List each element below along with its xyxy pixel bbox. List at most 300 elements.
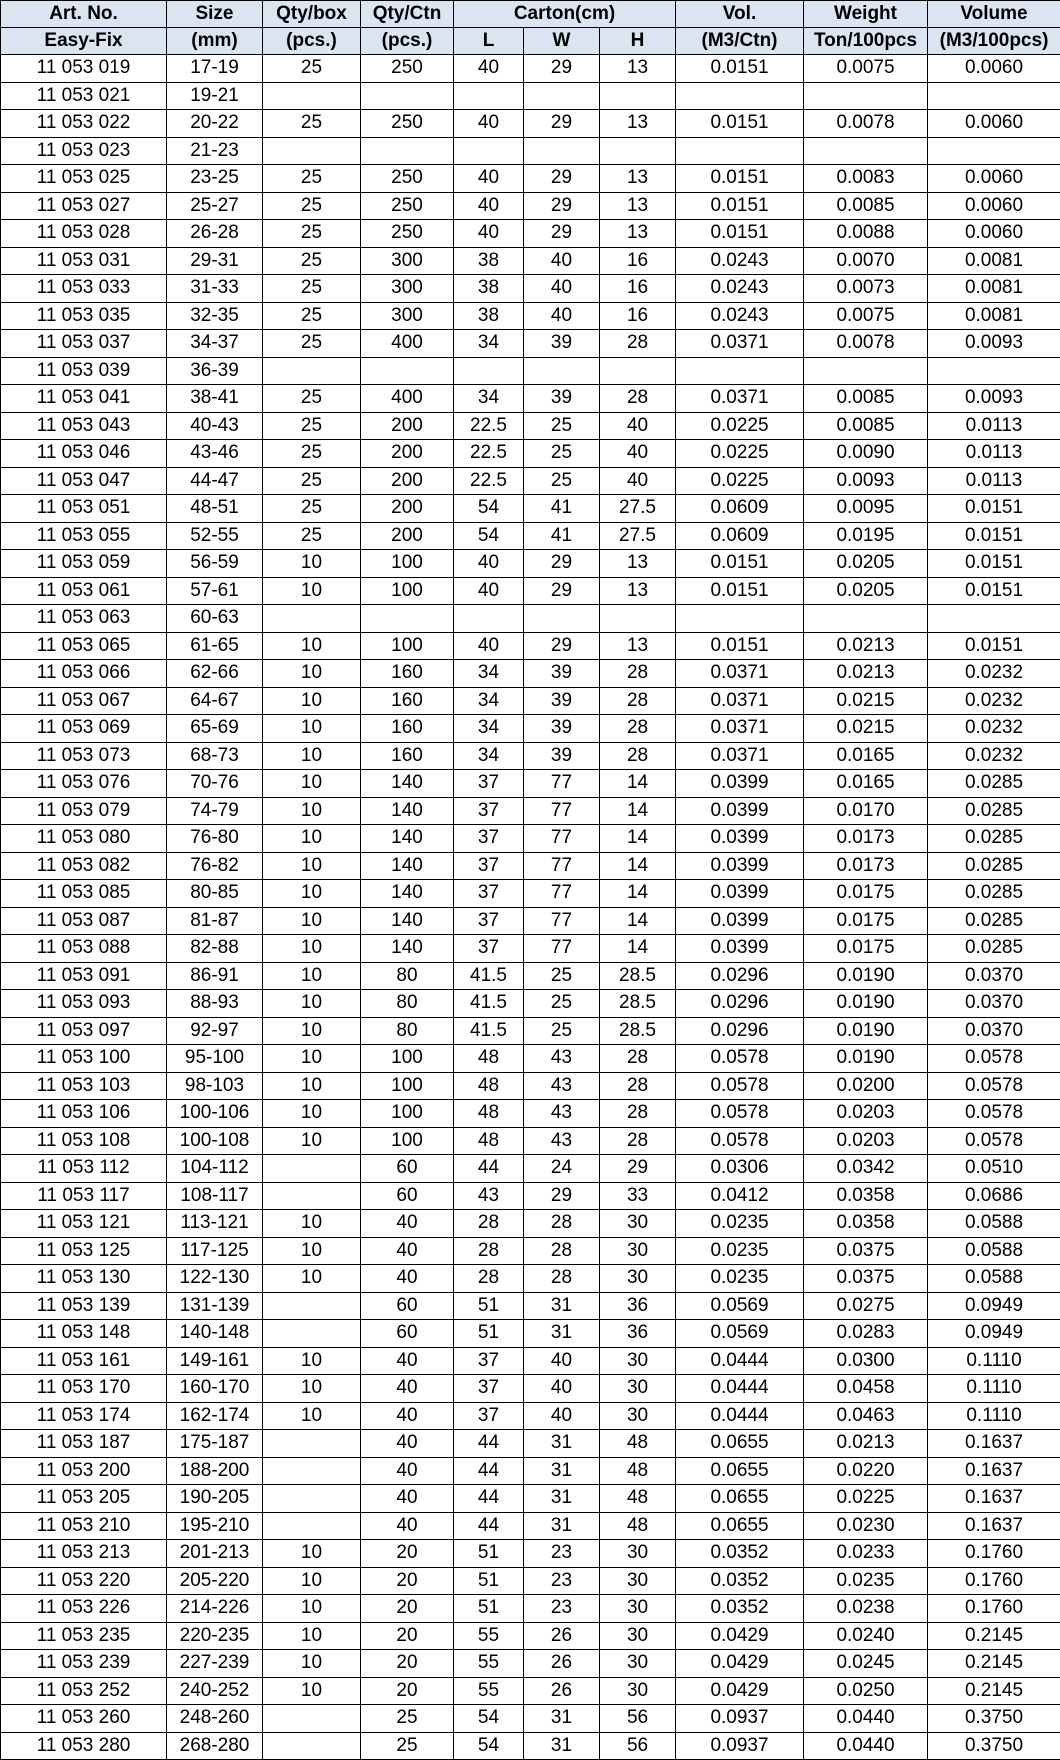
cell-art-no: 11 053 210: [1, 1512, 167, 1540]
cell-carton-w: 77: [524, 770, 600, 798]
cell-size: 44-47: [167, 467, 263, 495]
table-row: [1, 1512, 1060, 1540]
cell-size: 36-39: [167, 357, 263, 385]
cell-volume: 0.0081: [928, 275, 1060, 303]
cell-art-no: 11 053 139: [1, 1292, 167, 1320]
cell-carton-h: 28: [600, 330, 676, 358]
cell-size: 248-260: [167, 1705, 263, 1733]
cell-size: 100-106: [167, 1100, 263, 1128]
cell-size: 104-112: [167, 1155, 263, 1183]
cell-carton-l: 22.5: [454, 440, 524, 468]
cell-vol: 0.0399: [676, 907, 804, 935]
table-row: [1, 1540, 1060, 1568]
cell-art-no: 11 053 106: [1, 1100, 167, 1128]
cell-carton-l: 28: [454, 1237, 524, 1265]
header-carton-h: H: [600, 28, 676, 55]
cell-size: 140-148: [167, 1320, 263, 1348]
cell-weight: 0.0342: [804, 1155, 928, 1183]
cell-carton-h: 14: [600, 797, 676, 825]
cell-carton-h: 28: [600, 385, 676, 413]
table-row: [1, 1100, 1060, 1128]
cell-vol: [676, 357, 804, 385]
cell-vol: 0.0243: [676, 247, 804, 275]
cell-qty-ctn: 140: [361, 825, 454, 853]
cell-weight: 0.0085: [804, 192, 928, 220]
cell-carton-h: 30: [600, 1210, 676, 1238]
cell-carton-l: 48: [454, 1045, 524, 1073]
cell-art-no: 11 053 213: [1, 1540, 167, 1568]
cell-weight: 0.0225: [804, 1485, 928, 1513]
cell-carton-h: 14: [600, 825, 676, 853]
cell-qty-box: [263, 1732, 361, 1760]
cell-size: 175-187: [167, 1430, 263, 1458]
cell-carton-w: 39: [524, 660, 600, 688]
cell-carton-h: 48: [600, 1485, 676, 1513]
cell-carton-l: 44: [454, 1155, 524, 1183]
cell-qty-box: 10: [263, 1100, 361, 1128]
cell-size: 26-28: [167, 220, 263, 248]
cell-vol: 0.0352: [676, 1567, 804, 1595]
table-row: [1, 1237, 1060, 1265]
cell-art-no: 11 053 148: [1, 1320, 167, 1348]
table-row: [1, 1265, 1060, 1293]
cell-carton-l: 37: [454, 935, 524, 963]
cell-weight: 0.0165: [804, 742, 928, 770]
cell-carton-h: 16: [600, 302, 676, 330]
cell-carton-w: [524, 137, 600, 165]
cell-carton-l: 55: [454, 1622, 524, 1650]
cell-vol: 0.0371: [676, 742, 804, 770]
cell-vol: 0.0151: [676, 55, 804, 83]
table-row: [1, 1485, 1060, 1513]
cell-carton-l: 40: [454, 165, 524, 193]
header-row-1: [1, 1, 1060, 28]
cell-volume: [928, 137, 1060, 165]
table-row: [1, 302, 1060, 330]
cell-qty-box: 25: [263, 110, 361, 138]
header-qty-ctn: Qty/Ctn: [361, 1, 454, 28]
cell-carton-l: 22.5: [454, 467, 524, 495]
cell-qty-box: 10: [263, 962, 361, 990]
cell-qty-box: 10: [263, 577, 361, 605]
cell-volume: 0.0285: [928, 825, 1060, 853]
cell-vol: 0.0151: [676, 632, 804, 660]
cell-vol: 0.0569: [676, 1320, 804, 1348]
cell-carton-w: 77: [524, 907, 600, 935]
cell-volume: 0.0588: [928, 1265, 1060, 1293]
cell-carton-w: 25: [524, 1017, 600, 1045]
cell-art-no: 11 053 065: [1, 632, 167, 660]
cell-vol: 0.0243: [676, 302, 804, 330]
cell-vol: 0.0937: [676, 1732, 804, 1760]
table-row: [1, 55, 1060, 83]
cell-art-no: 11 053 079: [1, 797, 167, 825]
cell-carton-l: 40: [454, 220, 524, 248]
cell-carton-w: 28: [524, 1237, 600, 1265]
cell-art-no: 11 053 067: [1, 687, 167, 715]
cell-qty-box: 10: [263, 1595, 361, 1623]
cell-vol: 0.0578: [676, 1072, 804, 1100]
cell-qty-box: 10: [263, 1650, 361, 1678]
cell-vol: 0.0225: [676, 412, 804, 440]
cell-qty-box: 25: [263, 522, 361, 550]
cell-carton-h: 16: [600, 247, 676, 275]
cell-art-no: 11 053 103: [1, 1072, 167, 1100]
cell-qty-box: 25: [263, 385, 361, 413]
table-row: [1, 467, 1060, 495]
cell-weight: 0.0190: [804, 1045, 928, 1073]
cell-carton-h: 13: [600, 577, 676, 605]
cell-qty-ctn: 40: [361, 1210, 454, 1238]
cell-vol: 0.0296: [676, 990, 804, 1018]
table-row: [1, 1595, 1060, 1623]
table-row: [1, 660, 1060, 688]
cell-carton-h: 56: [600, 1705, 676, 1733]
cell-carton-h: 28: [600, 742, 676, 770]
cell-art-no: 11 053 082: [1, 852, 167, 880]
cell-carton-l: 37: [454, 1402, 524, 1430]
cell-vol: 0.0151: [676, 165, 804, 193]
table-row: [1, 577, 1060, 605]
cell-carton-w: 40: [524, 247, 600, 275]
cell-qty-ctn: 300: [361, 247, 454, 275]
cell-qty-ctn: 40: [361, 1485, 454, 1513]
cell-qty-ctn: 200: [361, 522, 454, 550]
cell-size: 88-93: [167, 990, 263, 1018]
table-row: [1, 907, 1060, 935]
cell-volume: 0.1637: [928, 1457, 1060, 1485]
header-qty-box-unit: (pcs.): [263, 28, 361, 55]
cell-qty-box: 25: [263, 220, 361, 248]
cell-carton-l: 51: [454, 1540, 524, 1568]
cell-carton-h: 56: [600, 1732, 676, 1760]
cell-carton-l: 34: [454, 687, 524, 715]
cell-carton-w: 25: [524, 440, 600, 468]
cell-carton-l: 41.5: [454, 962, 524, 990]
cell-art-no: 11 053 066: [1, 660, 167, 688]
cell-volume: 0.0151: [928, 495, 1060, 523]
cell-vol: 0.0151: [676, 577, 804, 605]
cell-qty-box: 10: [263, 1127, 361, 1155]
cell-carton-w: 23: [524, 1595, 600, 1623]
cell-qty-box: [263, 82, 361, 110]
cell-carton-w: 31: [524, 1430, 600, 1458]
cell-carton-w: 77: [524, 797, 600, 825]
cell-size: 227-239: [167, 1650, 263, 1678]
table-row: [1, 1622, 1060, 1650]
cell-size: 113-121: [167, 1210, 263, 1238]
table-row: [1, 1375, 1060, 1403]
cell-qty-ctn: 100: [361, 1127, 454, 1155]
cell-size: 62-66: [167, 660, 263, 688]
cell-art-no: 11 053 073: [1, 742, 167, 770]
cell-art-no: 11 053 035: [1, 302, 167, 330]
cell-weight: 0.0250: [804, 1677, 928, 1705]
cell-qty-box: 25: [263, 440, 361, 468]
cell-carton-h: 48: [600, 1430, 676, 1458]
cell-qty-ctn: 60: [361, 1182, 454, 1210]
cell-carton-l: 54: [454, 1732, 524, 1760]
cell-qty-box: 10: [263, 907, 361, 935]
cell-art-no: 11 053 069: [1, 715, 167, 743]
cell-size: 195-210: [167, 1512, 263, 1540]
cell-qty-ctn: 40: [361, 1402, 454, 1430]
cell-size: 95-100: [167, 1045, 263, 1073]
cell-qty-box: 25: [263, 192, 361, 220]
cell-carton-h: 13: [600, 632, 676, 660]
cell-weight: 0.0085: [804, 412, 928, 440]
cell-weight: 0.0220: [804, 1457, 928, 1485]
cell-carton-w: 29: [524, 577, 600, 605]
cell-art-no: 11 053 121: [1, 1210, 167, 1238]
cell-art-no: 11 053 063: [1, 605, 167, 633]
cell-art-no: 11 053 125: [1, 1237, 167, 1265]
cell-carton-h: 28: [600, 1072, 676, 1100]
cell-qty-ctn: 200: [361, 467, 454, 495]
cell-carton-l: 37: [454, 852, 524, 880]
cell-weight: 0.0175: [804, 907, 928, 935]
cell-carton-h: 28: [600, 1045, 676, 1073]
cell-weight: 0.0275: [804, 1292, 928, 1320]
cell-volume: 0.0081: [928, 247, 1060, 275]
cell-carton-l: 51: [454, 1320, 524, 1348]
cell-volume: 0.0081: [928, 302, 1060, 330]
cell-carton-h: 33: [600, 1182, 676, 1210]
cell-volume: 0.0093: [928, 385, 1060, 413]
cell-weight: 0.0203: [804, 1127, 928, 1155]
cell-art-no: 11 053 028: [1, 220, 167, 248]
cell-weight: 0.0070: [804, 247, 928, 275]
cell-carton-l: 40: [454, 192, 524, 220]
cell-size: 76-82: [167, 852, 263, 880]
cell-qty-ctn: 250: [361, 220, 454, 248]
header-size: Size: [167, 1, 263, 28]
cell-volume: 0.0060: [928, 55, 1060, 83]
cell-vol: 0.0399: [676, 797, 804, 825]
cell-weight: 0.0300: [804, 1347, 928, 1375]
cell-qty-box: 10: [263, 990, 361, 1018]
cell-carton-l: 51: [454, 1567, 524, 1595]
cell-carton-l: 38: [454, 247, 524, 275]
cell-qty-box: 10: [263, 825, 361, 853]
cell-carton-l: 37: [454, 770, 524, 798]
cell-weight: 0.0245: [804, 1650, 928, 1678]
cell-art-no: 11 053 022: [1, 110, 167, 138]
cell-qty-ctn: 160: [361, 742, 454, 770]
cell-qty-ctn: 20: [361, 1677, 454, 1705]
cell-size: 32-35: [167, 302, 263, 330]
cell-qty-ctn: 200: [361, 440, 454, 468]
cell-carton-w: 77: [524, 880, 600, 908]
cell-vol: 0.0609: [676, 495, 804, 523]
cell-carton-w: 29: [524, 550, 600, 578]
cell-carton-w: [524, 605, 600, 633]
table-row: [1, 440, 1060, 468]
cell-carton-h: 36: [600, 1320, 676, 1348]
cell-size: 70-76: [167, 770, 263, 798]
cell-art-no: 11 053 027: [1, 192, 167, 220]
cell-carton-w: 31: [524, 1705, 600, 1733]
cell-art-no: 11 053 055: [1, 522, 167, 550]
cell-qty-ctn: 140: [361, 797, 454, 825]
cell-carton-l: 38: [454, 275, 524, 303]
cell-qty-ctn: 100: [361, 1072, 454, 1100]
cell-carton-h: 36: [600, 1292, 676, 1320]
table-row: [1, 1210, 1060, 1238]
table-row: [1, 1127, 1060, 1155]
cell-art-no: 11 053 252: [1, 1677, 167, 1705]
cell-art-no: 11 053 076: [1, 770, 167, 798]
cell-carton-h: 30: [600, 1677, 676, 1705]
cell-carton-w: 43: [524, 1045, 600, 1073]
cell-weight: 0.0375: [804, 1265, 928, 1293]
cell-carton-w: 29: [524, 110, 600, 138]
cell-vol: 0.0569: [676, 1292, 804, 1320]
cell-carton-l: 40: [454, 632, 524, 660]
cell-weight: 0.0190: [804, 1017, 928, 1045]
table-row: [1, 165, 1060, 193]
cell-carton-h: 14: [600, 880, 676, 908]
cell-volume: 0.2145: [928, 1622, 1060, 1650]
cell-qty-box: 10: [263, 1265, 361, 1293]
cell-carton-l: 48: [454, 1127, 524, 1155]
header-size-unit: (mm): [167, 28, 263, 55]
cell-qty-ctn: 250: [361, 55, 454, 83]
cell-qty-box: [263, 1155, 361, 1183]
cell-art-no: 11 053 161: [1, 1347, 167, 1375]
cell-art-no: 11 053 023: [1, 137, 167, 165]
cell-carton-w: 39: [524, 715, 600, 743]
cell-weight: 0.0215: [804, 687, 928, 715]
table-row: [1, 247, 1060, 275]
cell-qty-box: 10: [263, 1045, 361, 1073]
cell-vol: 0.0655: [676, 1430, 804, 1458]
cell-carton-h: 28: [600, 715, 676, 743]
cell-qty-ctn: 250: [361, 110, 454, 138]
cell-weight: 0.0213: [804, 660, 928, 688]
cell-qty-ctn: 40: [361, 1375, 454, 1403]
cell-size: 82-88: [167, 935, 263, 963]
cell-volume: 0.1637: [928, 1430, 1060, 1458]
table-row: [1, 1430, 1060, 1458]
cell-art-no: 11 053 097: [1, 1017, 167, 1045]
cell-qty-ctn: 140: [361, 907, 454, 935]
cell-volume: [928, 82, 1060, 110]
cell-size: 86-91: [167, 962, 263, 990]
cell-qty-ctn: 80: [361, 962, 454, 990]
cell-vol: 0.0609: [676, 522, 804, 550]
cell-weight: 0.0240: [804, 1622, 928, 1650]
cell-qty-box: 10: [263, 687, 361, 715]
cell-carton-w: 25: [524, 412, 600, 440]
cell-carton-h: 30: [600, 1567, 676, 1595]
cell-carton-h: 27.5: [600, 522, 676, 550]
cell-size: 92-97: [167, 1017, 263, 1045]
cell-art-no: 11 053 112: [1, 1155, 167, 1183]
cell-carton-w: 43: [524, 1072, 600, 1100]
cell-carton-h: 28: [600, 1127, 676, 1155]
cell-carton-w: 29: [524, 165, 600, 193]
cell-size: 23-25: [167, 165, 263, 193]
cell-carton-w: 77: [524, 825, 600, 853]
cell-qty-box: 10: [263, 1567, 361, 1595]
cell-volume: 0.1760: [928, 1540, 1060, 1568]
header-vol: Vol.: [676, 1, 804, 28]
cell-vol: 0.0399: [676, 935, 804, 963]
header-art-no: Art. No.: [1, 1, 167, 28]
cell-size: 81-87: [167, 907, 263, 935]
cell-size: 56-59: [167, 550, 263, 578]
cell-carton-h: 29: [600, 1155, 676, 1183]
cell-volume: 0.0151: [928, 632, 1060, 660]
cell-carton-l: 37: [454, 1347, 524, 1375]
cell-carton-w: 31: [524, 1485, 600, 1513]
cell-carton-l: 37: [454, 797, 524, 825]
cell-volume: 0.1110: [928, 1402, 1060, 1430]
cell-carton-w: 29: [524, 192, 600, 220]
cell-size: 117-125: [167, 1237, 263, 1265]
cell-qty-box: [263, 1430, 361, 1458]
cell-carton-h: 13: [600, 192, 676, 220]
cell-carton-w: 28: [524, 1265, 600, 1293]
header-qty-box: Qty/box: [263, 1, 361, 28]
cell-size: 60-63: [167, 605, 263, 633]
cell-carton-w: 25: [524, 467, 600, 495]
cell-carton-l: 44: [454, 1430, 524, 1458]
cell-volume: 0.0285: [928, 770, 1060, 798]
cell-qty-ctn: 160: [361, 660, 454, 688]
cell-art-no: 11 053 170: [1, 1375, 167, 1403]
cell-carton-w: 31: [524, 1457, 600, 1485]
table-row: [1, 880, 1060, 908]
cell-carton-l: [454, 357, 524, 385]
cell-qty-box: 25: [263, 330, 361, 358]
cell-carton-w: 29: [524, 1182, 600, 1210]
cell-qty-box: 25: [263, 302, 361, 330]
cell-volume: 0.1110: [928, 1347, 1060, 1375]
cell-carton-l: 34: [454, 385, 524, 413]
cell-vol: 0.0235: [676, 1237, 804, 1265]
table-row: [1, 522, 1060, 550]
cell-weight: 0.0083: [804, 165, 928, 193]
cell-qty-box: 10: [263, 852, 361, 880]
cell-weight: 0.0075: [804, 55, 928, 83]
cell-carton-w: 40: [524, 1375, 600, 1403]
cell-carton-l: 41.5: [454, 990, 524, 1018]
header-volume-unit: (M3/100pcs): [928, 28, 1060, 55]
cell-weight: 0.0195: [804, 522, 928, 550]
cell-weight: 0.0230: [804, 1512, 928, 1540]
table-row: [1, 687, 1060, 715]
cell-size: 21-23: [167, 137, 263, 165]
cell-qty-box: 25: [263, 467, 361, 495]
cell-qty-ctn: 140: [361, 880, 454, 908]
cell-volume: 0.0578: [928, 1100, 1060, 1128]
cell-volume: 0.1637: [928, 1485, 1060, 1513]
cell-carton-h: 28.5: [600, 962, 676, 990]
cell-size: 43-46: [167, 440, 263, 468]
cell-size: 122-130: [167, 1265, 263, 1293]
cell-volume: 0.0578: [928, 1127, 1060, 1155]
cell-vol: 0.0371: [676, 330, 804, 358]
cell-carton-h: 30: [600, 1540, 676, 1568]
cell-carton-h: 13: [600, 55, 676, 83]
cell-volume: 0.1637: [928, 1512, 1060, 1540]
cell-volume: 0.0113: [928, 440, 1060, 468]
cell-carton-w: 39: [524, 330, 600, 358]
cell-carton-h: 28: [600, 1100, 676, 1128]
cell-qty-ctn: 250: [361, 192, 454, 220]
